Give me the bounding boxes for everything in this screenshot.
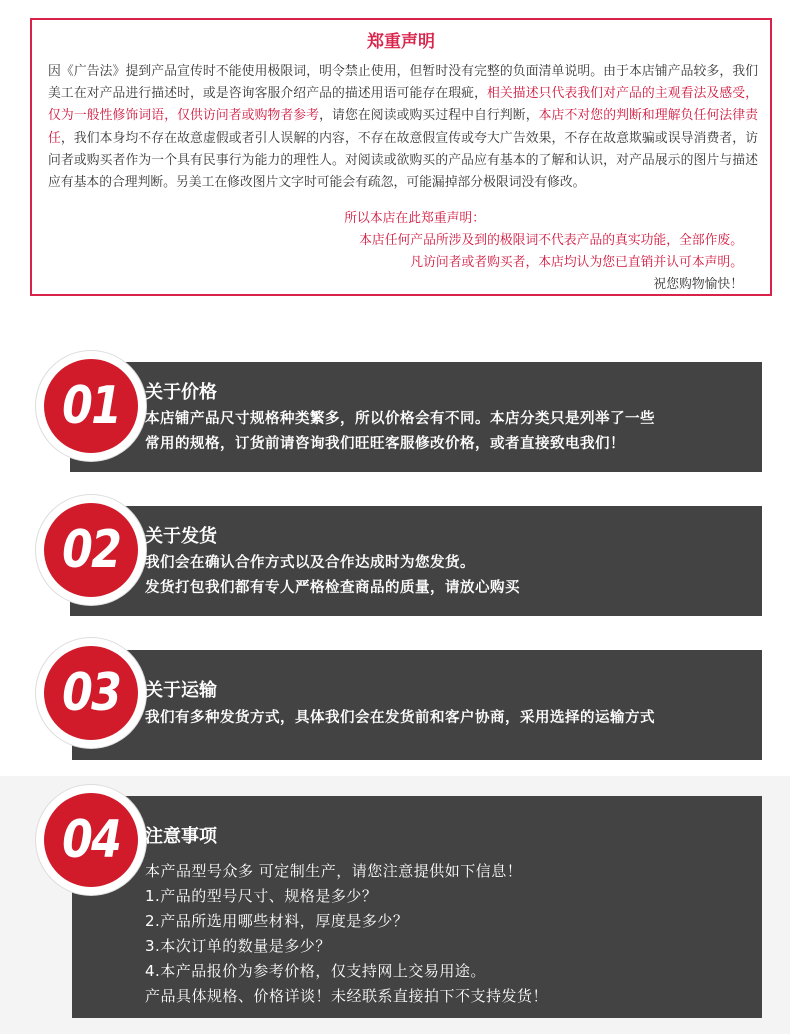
declaration-text-3: ，我们本身均不存在故意虚假或者引人误解的内容，不存在故意假宣传或夸大广告效果，不存在故意欺骗或误导消费者，访问者或购买者作为一个具有民事行为能力的理性人。对阅读或欲购买的产品应有基本的了解和认识，对产品展示的图片与描述应有基本的合理判断。另美工在修改图片文字时可能会有疏忽，可能漏掉部分极限词没有修改。 <box>48 130 759 191</box>
section-04-line-4: 3.本次订单的数量是多少？ <box>145 937 331 955</box>
section-01-badge <box>36 351 146 461</box>
declaration-body <box>48 61 758 194</box>
declaration-title: 郑重声明 <box>367 32 435 52</box>
section-02-number: 02 <box>61 520 121 580</box>
section-04-line-1: 本产品型号众多 可定制生产，请您注意提供如下信息！ <box>145 862 523 880</box>
section-03-number: 03 <box>61 663 121 723</box>
declaration-box <box>30 18 772 296</box>
section-01-number: 01 <box>61 376 121 436</box>
section-01-line-1: 本店铺产品尺寸规格种类繁多，所以价格会有不同。本店分类只是列举了一些 <box>145 411 655 427</box>
section-04-title: 注意事项 <box>145 826 217 847</box>
declaration-line-d: 祝您购物愉快！ <box>653 277 743 292</box>
declaration-line-a: 所以本店在此郑重声明： <box>344 211 485 226</box>
section-02-line-2: 发货打包我们都有专人严格检查商品的质量，请放心购买 <box>145 580 520 596</box>
declaration-line-c: 凡访问者或者购买者，本店均认为您已直销并认可本声明。 <box>410 255 743 270</box>
section-04-line-5: 4.本产品报价为参考价格，仅支持网上交易用途。 <box>145 962 486 980</box>
section-04-line-6: 产品具体规格、价格详谈！未经联系直接拍下不支持发货！ <box>145 987 549 1005</box>
declaration-line-b: 本店任何产品所涉及到的极限词不代表产品的真实功能，全部作废。 <box>359 233 743 248</box>
section-02-title: 关于发货 <box>145 526 217 547</box>
section-01-line-2: 常用的规格，订货前请咨询我们旺旺客服修改价格，或者直接致电我们！ <box>145 436 625 452</box>
section-04-number: 04 <box>61 810 121 870</box>
section-04-badge <box>36 785 146 895</box>
section-03-badge <box>36 638 146 748</box>
declaration-text-1: 因《广告法》提到产品宣传时不能使用极限词，明令禁止使用，但暂时没有完整的负面清单说明。由于本店铺产品较多，我们美工在对产品进行描述时，或是咨询客服介绍产品的描述用语可能存在瑕疵， <box>48 64 758 102</box>
section-01-title: 关于价格 <box>145 382 217 403</box>
section-03-title: 关于运输 <box>145 680 217 701</box>
declaration-red-text-2: 本店不对您的判断和理解负任何法律责任 <box>48 108 759 146</box>
section-04-line-2: 1.产品的型号尺寸、规格是多少？ <box>145 887 378 905</box>
declaration-red-text-1: 相关描述只代表我们对产品的主观看法及感受，仅为一般性修饰词语，仅供访问者或购物者参考 <box>48 86 759 124</box>
section-03-line-1: 我们有多种发货方式，具体我们会在发货前和客户协商，采用选择的运输方式 <box>145 710 655 726</box>
section-03-bar <box>72 650 762 760</box>
section-02-badge <box>36 495 146 605</box>
declaration-text-2: ，请您在阅读或购买过程中自行判断， <box>319 108 539 124</box>
section-04-line-3: 2.产品所选用哪些材料，厚度是多少？ <box>145 912 409 930</box>
section-02-line-1: 我们会在确认合作方式以及合作达成时为您发货。 <box>145 555 475 571</box>
